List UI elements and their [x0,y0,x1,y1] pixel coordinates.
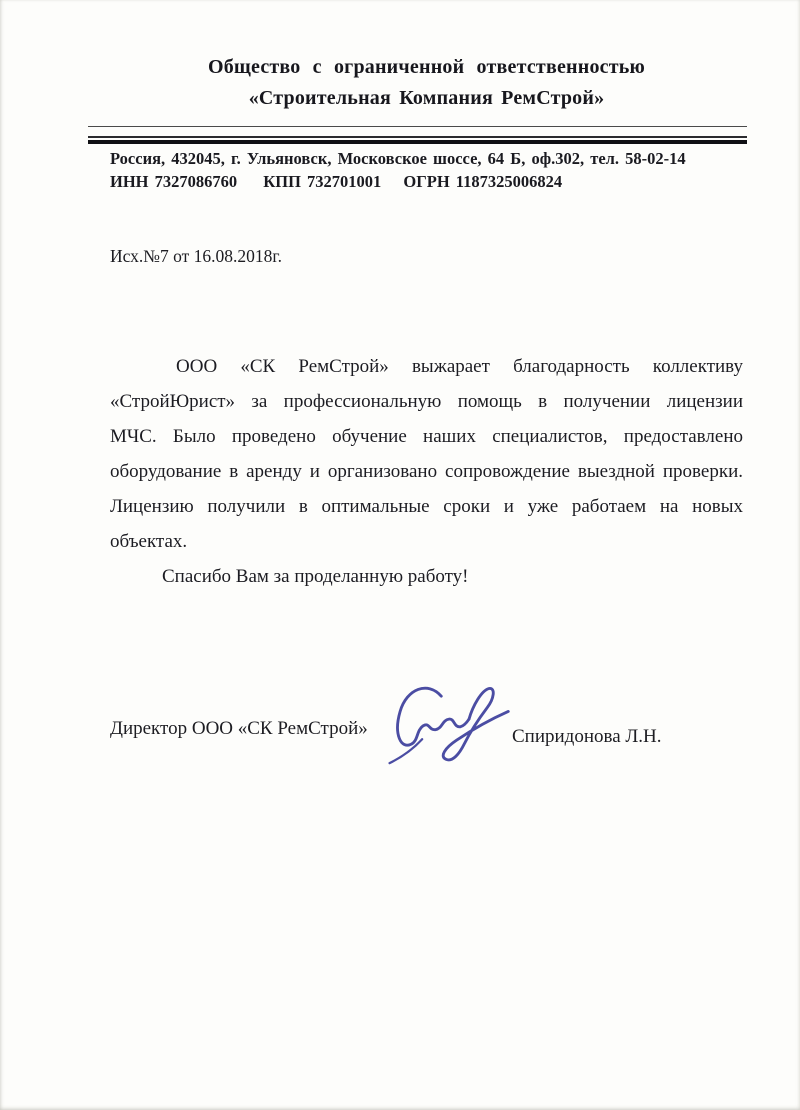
letter-content [0,52,800,787]
contacts-block [110,147,743,193]
address-line: Россия, 432045, г. Ульяновск, Московское шоссе, 64 Б, оф.302, тел. 58-02-14 [110,149,686,168]
signature-block [110,672,743,787]
signer-name: Спиридонова Л.Н. [512,726,662,747]
organization-type: Общество с ограниченной ответственностью [207,56,646,78]
inn-value: ИНН 7327086760 [110,172,238,191]
thanks-line: Спасибо Вам за проделанную работу! [162,566,469,587]
organization-name: «Строительная Компания РемСтрой» [248,87,605,109]
signer-position: Директор ООО «СК РемСтрой» [110,718,368,739]
divider-line-bottom [88,140,747,144]
letterhead-divider [88,126,747,144]
letterhead [110,52,743,114]
gratitude-paragraph: ООО «СК РемСтрой» выжарает благодарность коллективу «СтройЮрист» за профессиональную помощь в получении лицензии МЧС. Было проведено обучение наших специалистов, предоставлено оборудование в аренду и организовано сопровождение выездной проверки. Лицензию получили в оптимальные сроки и уже работаем на новых объектах. [110,356,743,552]
kpp-value: КПП 732701001 [263,172,382,191]
outgoing-reference: Исх.№7 от 16.08.2018г. [110,246,282,266]
handwritten-signature [380,668,514,776]
registration-line [110,170,743,193]
letter-body [110,349,743,594]
ogrn-value: ОГРН 1187325006824 [403,172,563,191]
